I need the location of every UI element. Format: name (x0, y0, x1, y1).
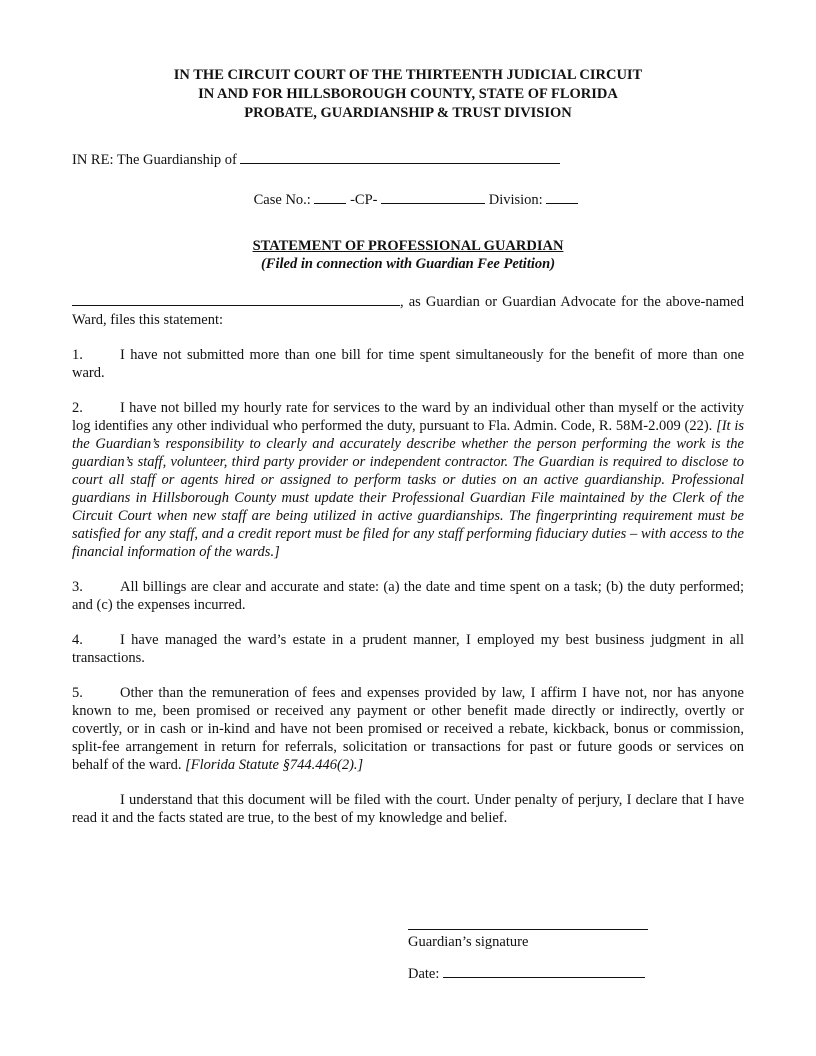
signature-field[interactable] (408, 913, 648, 930)
date-line (408, 963, 648, 983)
closing-statement: I understand that this document will be filed with the court. Under penalty of perjury, I declare that I have read it and the facts stated are true, to the best of my knowledge and belief. (72, 792, 744, 826)
paragraph-number: 5. (72, 685, 83, 701)
court-header (72, 66, 744, 123)
division-label: Division: (488, 192, 543, 208)
intro-text: , as Guardian or Guardian Advocate for the above-named Ward, files this statement: (72, 294, 744, 328)
statute-citation: [Florida Statute §744.446(2).] (185, 757, 364, 773)
document-page (72, 66, 744, 827)
case-number-line (72, 189, 744, 209)
paragraph-5 (72, 684, 744, 774)
in-re-label: IN RE: The Guardianship of (72, 152, 237, 168)
date-label: Date: (408, 966, 440, 982)
paragraph-1 (72, 346, 744, 382)
ward-name-field[interactable] (240, 149, 560, 164)
case-number-field[interactable] (381, 189, 485, 204)
paragraph-3 (72, 578, 744, 614)
title-main: STATEMENT OF PROFESSIONAL GUARDIAN (252, 238, 564, 254)
date-field[interactable] (443, 963, 645, 978)
paragraph-number: 3. (72, 579, 83, 595)
paragraph-2 (72, 399, 744, 561)
paragraph-text: All billings are clear and accurate and state: (a) the date and time spent on a task; (b) the duty performed; and (c) the expenses incurred. (72, 579, 744, 613)
paragraph-number: 1. (72, 347, 83, 363)
guardian-name-field[interactable] (72, 291, 400, 306)
signature-label: Guardian’s signature (408, 934, 529, 950)
title-sub: (Filed in connection with Guardian Fee Petition) (260, 256, 556, 272)
paragraph-text: I have not submitted more than one bill for time spent simultaneously for the benefit of more than one ward. (72, 347, 744, 381)
paragraph-text: Other than the remuneration of fees and expenses provided by law, I affirm I have not, nor has anyone known to me, been promised or received any payment or other benefit made directly or indirectly, overtly or covertly, or in cash or in-kind and have not been promised or received a rebate, kickback, bonus or commission, split-fee arrangement in return for referrals, solicitation or transactions for past or future goods or services on behalf of the ward. (72, 685, 744, 773)
court-header-line-3: PROBATE, GUARDIANSHIP & TRUST DIVISION (244, 105, 572, 121)
signature-block (408, 913, 648, 983)
in-re-line (72, 149, 744, 169)
court-header-line-2: IN AND FOR HILLSBOROUGH COUNTY, STATE OF FLORIDA (198, 86, 618, 102)
paragraph-italic-note: [It is the Guardian’s responsibility to clearly and accurately describe whether the person performing the work is the guardian’s staff, volunteer, third party provider or independent contractor. The Guardian is required to disclose to court all staff or agents hired or assigned to perform tasks or duties on an active guardianship. Professional guardians in Hillsborough County must update their Professional Guardian File maintained by the Clerk of the Circuit Court when new staff are being utilized in active guardianships. The fingerprinting requirement must be satisfied for any staff, and a credit report must be filed for any staff performing fiduciary duties – with access to the financial information of the wards.] (72, 418, 744, 560)
cp-label: -CP- (350, 192, 378, 208)
paragraph-number: 4. (72, 632, 83, 648)
document-title (72, 237, 744, 273)
paragraph-text: I have not billed my hourly rate for services to the ward by an individual other than myself or the activity log identifies any other individual who performed the duty, pursuant to Fla. Admin. Code, R. 58M-2.009 (22). (72, 400, 744, 434)
division-field[interactable] (546, 189, 578, 204)
case-year-field[interactable] (314, 189, 346, 204)
court-header-line-1: IN THE CIRCUIT COURT OF THE THIRTEENTH JUDICIAL CIRCUIT (173, 67, 643, 83)
paragraph-4 (72, 631, 744, 667)
paragraph-number: 2. (72, 400, 83, 416)
case-no-label: Case No.: (253, 192, 311, 208)
intro-paragraph (72, 291, 744, 329)
paragraph-text: I have managed the ward’s estate in a prudent manner, I employed my best business judgment in all transactions. (72, 632, 744, 666)
